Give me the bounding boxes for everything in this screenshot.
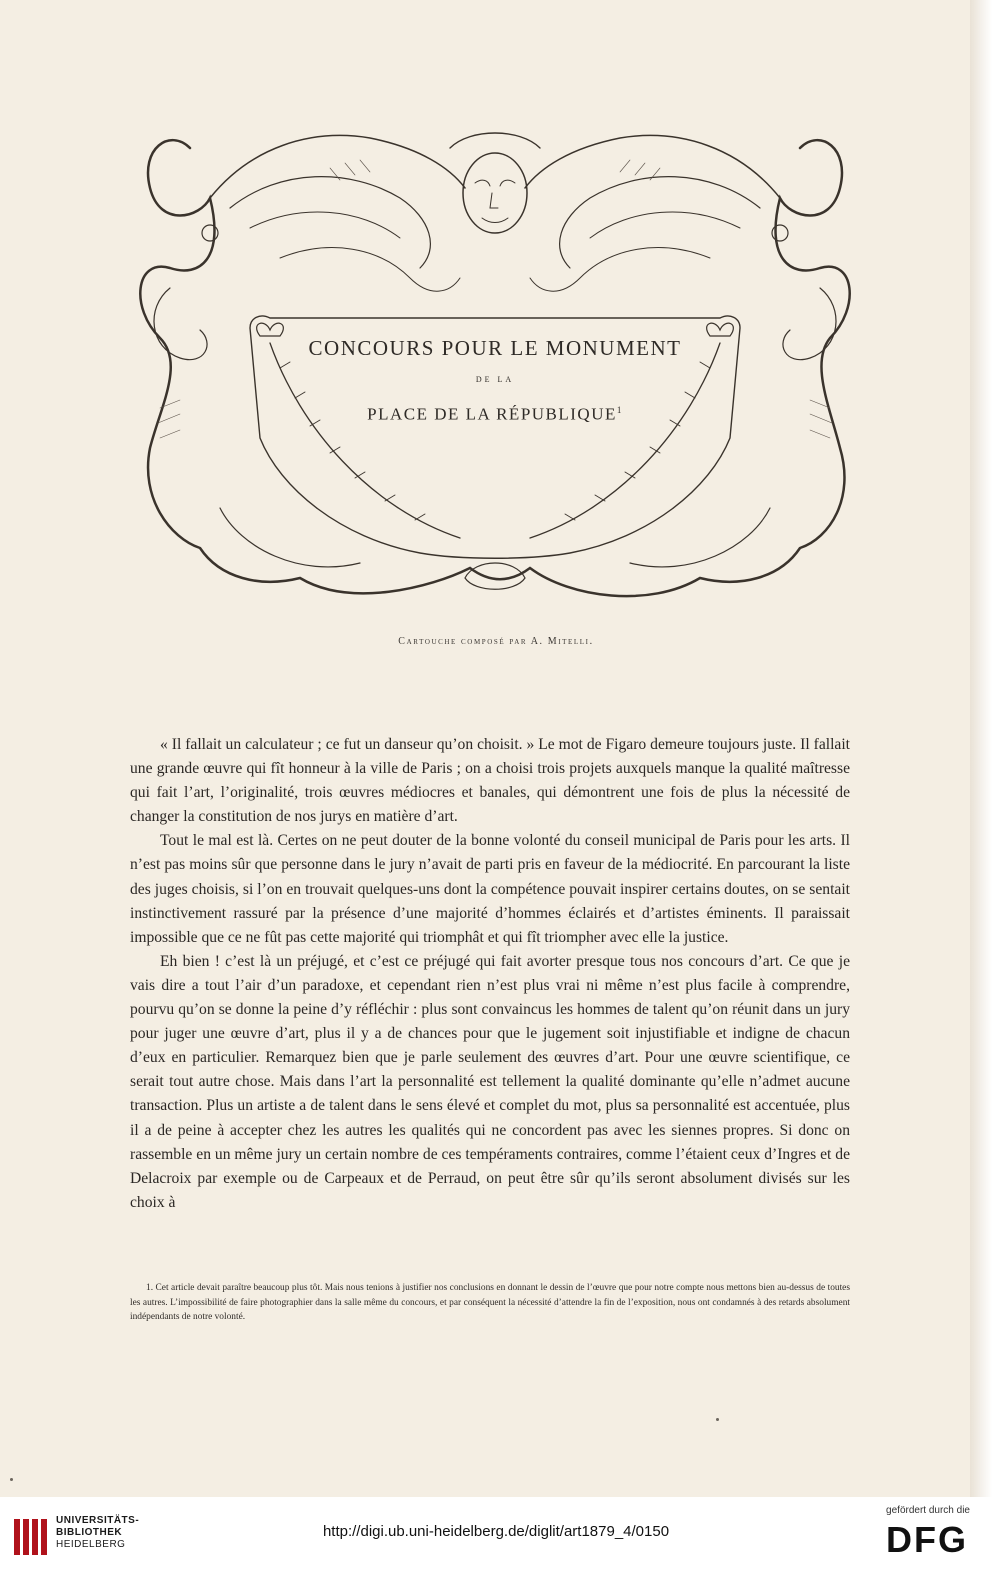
dfg-logo[interactable]: DFG	[886, 1519, 968, 1560]
library-name-line: HEIDELBERG	[56, 1539, 126, 1550]
footnote: 1. Cet article devait paraître beaucoup plus tôt. Mais nous tenions à justifier nos conclusions en donnant le dessin de l’œuvre que pour notre compte nous mettons bien au-dessus de toutes les autres. L’impossibilité de faire photographier dans la salle même du concours, et par conséquent la nécessité d’attendre la fin de l’exposition, nous ont condamnés à des retards absolument indépendants de notre volonté.	[130, 1283, 850, 1322]
title-line-1: CONCOURS POUR LE MONUMENT	[308, 336, 682, 360]
title-line-2	[240, 399, 750, 426]
article-body	[130, 733, 850, 1215]
paragraph: Eh bien ! c’est là un préjugé, et c’est ce préjugé qui fait avorter presque tous nos concours d’art. Ce que je vais dire a tout l’air d’un paradoxe, et cependant rien n’est plus vrai ni même n’est plus facile à comprendre, pourvu qu’on se donne la peine d’y réfléchir : plus sont convaincus les hommes de talent qu’on réunit dans un jury pour juger une œuvre d’art, plus il y a de chances pour que le jugement soit injustifiable et indigne de chacun d’eux en particulier. Remarquez bien que je parle seulement des œuvres d’art. Pour une œuvre scientifique, ce serait tout autre chose. Mais dans l’art la personnalité est tellement la qualité dominante qu’elle n’admet aucune transaction. Plus un artiste a de talent dans le sens élevé et complet du mot, plus sa personnalité est accentuée, plus il a de peine à accepter chez les autres les qualités qui ne concordent pas avec les siennes propres. Si donc on rassemble en un même jury un certain nombre de ces tempéraments contraires, comme l’étaient ceux d’Ingres et de Delacroix par exemple ou de Carpeaux et de Perraud, on peut être sûr qu’ils seront absolument divisés sur les choix à	[130, 952, 850, 1211]
viewer-footer	[0, 1497, 992, 1585]
title-line-2-text: PLACE DE LA RÉPUBLIQUE	[367, 404, 617, 424]
paragraph: Tout le mal est là. Certes on ne peut douter de la bonne volonté du conseil municipal de Paris pour les arts. Il n’est pas moins sûr que personne dans le jury n’avait de parti pris en faveur de la médiocrité. En parcourant la liste des juges choisis, si l’on en trouvait quelques-uns dont la compétence pouvait inspirer certains doutes, on se sentait instinctivement rassuré par la présence d’une majorité d’hommes éclairés et d’artistes éminents. Il paraissait impossible que ce ne fût pas cette majorité qui triomphât et qui fît triompher avec elle la justice.	[130, 832, 850, 946]
library-name-line: UNIVERSITÄTS-	[56, 1515, 140, 1526]
document-url[interactable]: http://digi.ub.uni-heidelberg.de/diglit/art1879_4/0150	[322, 1523, 670, 1540]
footnote-reference: 1	[616, 405, 623, 415]
illustration-caption: Cartouche composé par A. Mitelli.	[398, 636, 594, 647]
paper-speck	[10, 1478, 13, 1481]
page-edge	[970, 0, 992, 1497]
funding-label: gefördert durch die	[886, 1505, 970, 1516]
paragraph: « Il fallait un calculateur ; ce fut un danseur qu’on choisit. » Le mot de Figaro demeure toujours juste. Il fallait une grande œuvre qui fît honneur à la ville de Paris ; on a choisi trois projets auxquels manque la qualité maîtresse qui fait l’art, l’originalité, trois œuvres médiocres et banales, qui démontrent une fois de plus la nécessité de changer la constitution de nos jurys en matière d’art.	[130, 736, 850, 826]
paper-speck	[716, 1418, 719, 1421]
title-connector: DE LA	[475, 375, 515, 384]
article-title	[240, 335, 750, 426]
library-name-line: BIBLIOTHEK	[56, 1527, 123, 1538]
